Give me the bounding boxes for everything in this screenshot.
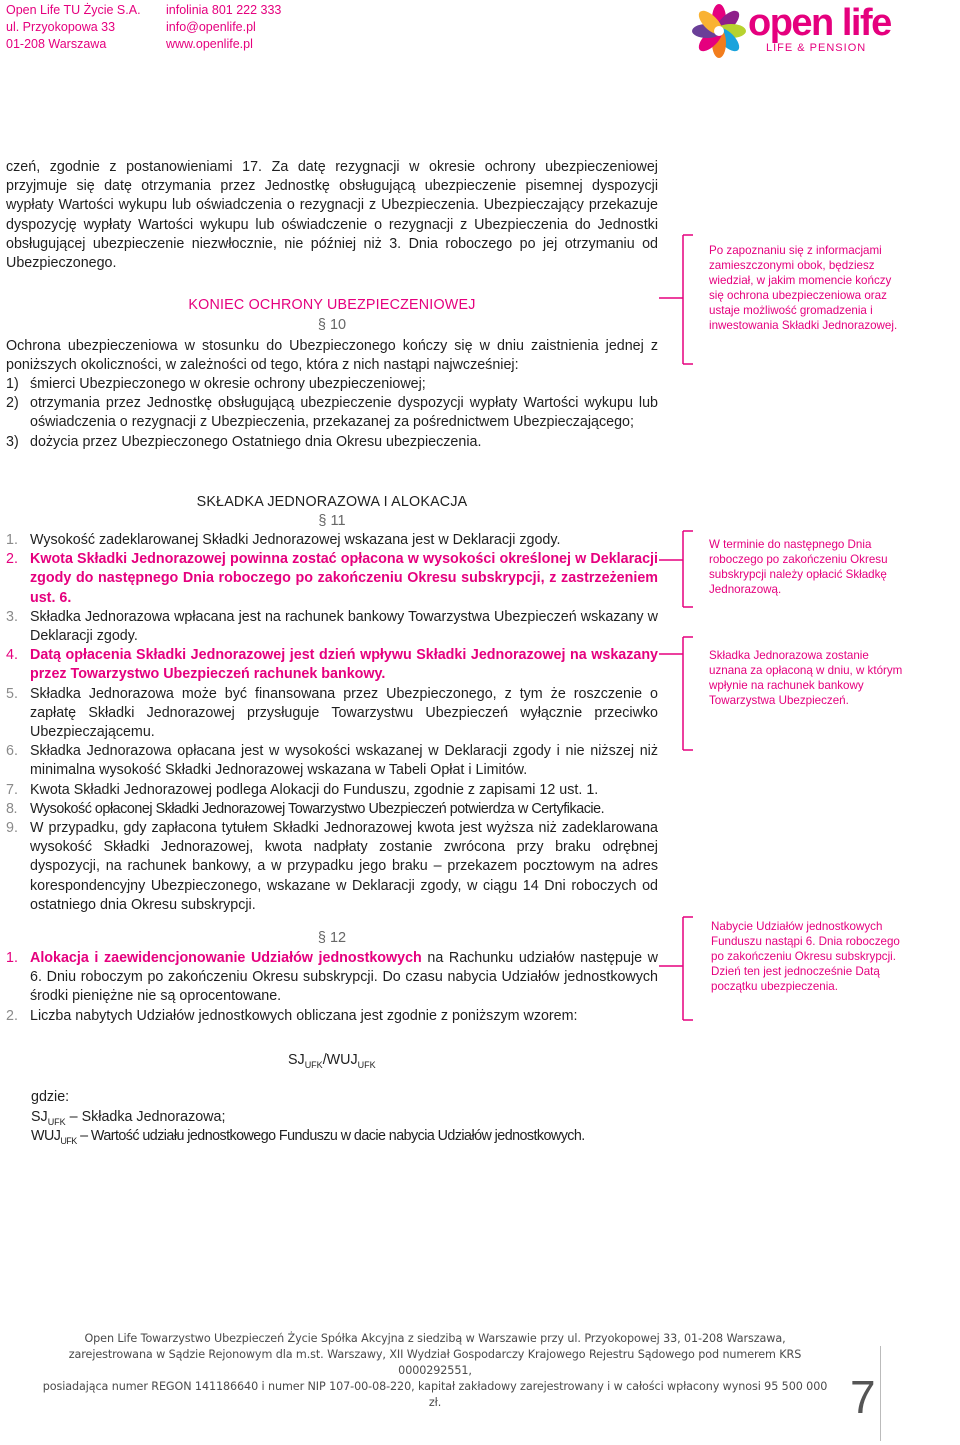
list-item <box>6 531 658 550</box>
item-number: 6. <box>6 743 18 760</box>
formula-sj: SJ <box>288 1052 305 1068</box>
company-address <box>6 2 141 53</box>
footer-line: Open Life Towarzystwo Ubezpieczeń Życie Spółka Akcyjna z siedzibą w Warszawie przy ul. Przyokopowej 33, 01-208 Warszawa, <box>84 1332 786 1345</box>
note-payment-deadline: W terminie do następnego Dnia roboczego po zakończeniu Okresu subskrypcji należy opłacić Składkę Jednorazową. <box>709 538 888 596</box>
item-text: Wysokość zadeklarowanej Składki Jednorazowej wskazana jest w Deklaracji zgody. <box>30 532 561 548</box>
page-number: 7 <box>850 1371 876 1423</box>
section-10-intro: Ochrona ubezpieczeniowa w stosunku do Ubezpieczonego kończy się w dniu zaistnienia jednej z poniższych okoliczności, w zależności od tego, która z nich nastąpi najwcześniej: <box>6 338 658 374</box>
item-number: 2. <box>6 1007 18 1024</box>
list-item <box>6 742 658 780</box>
list-item <box>6 949 658 1007</box>
item-text: otrzymania przez Jednostkę obsługującą ubezpieczenie dyspozycji wypłaty Wartości wykupu lub oświadczenia o rezygnacji z Ubezpieczenia, przekazanej za pośrednictwem Ubezpieczającego; <box>30 395 658 431</box>
item-text: na Rachunku udziałów następuje w 6. Dniu roboczym po zakończeniu Okresu subskrypcji. Do czasu nabycia Udziałów jednostkowych środki pieniężne nie są oprocentowane. <box>30 950 658 1005</box>
item-number: 2) <box>6 395 19 412</box>
list-item <box>6 646 658 684</box>
list-item <box>6 608 658 646</box>
footer-legal <box>40 1331 830 1411</box>
definition-sj <box>31 1108 225 1128</box>
item-number: 7. <box>6 781 18 798</box>
formula-wuj: /WUJ <box>322 1052 358 1068</box>
website-link[interactable]: www.openlife.pl <box>166 37 253 51</box>
note-payment-date: Składka Jednorazowa zostanie uznana za opłaconą w dniu, w którym wpłynie na rachunek bankowy Towarzystwa Ubezpieczeń. <box>709 649 903 707</box>
footer-divider <box>880 1346 881 1441</box>
item-text: Składka Jednorazowa może być finansowana przez Ubezpieczonego, z tym że roszczenie o zapłatę Składki Jednorazowej przysługuje Towarzystwu Ubezpieczeń wyłącznie przeciwko Ubezpieczającemu. <box>30 685 658 741</box>
flower-icon <box>690 2 748 60</box>
list-item <box>6 433 658 452</box>
open-life-logo <box>690 2 891 62</box>
note-bracket <box>655 530 695 752</box>
definition-sub: UFK <box>60 1136 77 1146</box>
section-12-list <box>6 949 658 1026</box>
item-text: W przypadku, gdy zapłacona tytułem Składki Jednorazowej kwota jest wyższa niż zadeklarowana wysokość Składki Jednorazowej, kwota nadpłaty zostanie zwrócona przy braku odrębnej dyspozycji, na rachunek bankowy, a w przypadku jego braku – przekazem pocztowym na adres korespondencyjny Ubezpieczonego, wskazane w Deklaracji zgody, w ciągu 14 Dni roboczych od ostatniego dnia Okresu subskrypcji. <box>30 820 658 913</box>
company-name: Open Life TU Życie S.A. <box>6 3 141 17</box>
item-text: Składka Jednorazowa opłacana jest w wysokości wskazanej w Deklaracji zgody i nie niższej niż minimalna wysokość Składki Jednorazowej wskazana w Tabeli Opłat i Limitów. <box>30 743 658 779</box>
item-number: 3. <box>6 608 18 625</box>
company-street: ul. Przyokopowa 33 <box>6 20 116 34</box>
item-text: Liczba nabytych Udziałów jednostkowych obliczana jest zgodnie z poniższym wzorem: <box>30 1007 578 1024</box>
item-number: 5. <box>6 685 18 702</box>
item-number: 1. <box>6 950 18 966</box>
footer-line: posiadająca numer REGON 141186640 i numer NIP 107-00-08-220, kapitał zakładowy zarejestrowany i w całości wpłacony wynosi 95 500 000 zł. <box>42 1380 828 1409</box>
list-item <box>6 781 658 800</box>
section-11-number: § 11 <box>318 513 346 529</box>
definition-sub: UFK <box>47 1117 66 1127</box>
note-bracket <box>655 916 695 1022</box>
list-item <box>6 375 658 394</box>
item-number: 1. <box>6 532 18 548</box>
formula-sub: UFK <box>304 1060 323 1070</box>
list-item <box>6 819 658 915</box>
intro-paragraph: czeń, zgodnie z postanowieniami 17. Za datę rezygnacji w okresie ochrony ubezpieczeniowej przyjmuje się datę otrzymania przez Jednostkę obsługującą ubezpieczenie pisemnej dyspozycji wypłaty Wartości wykupu lub oświadczenia o rezygnacji z Ubezpieczenia. Ubezpieczający przekazuje dyspozycję wypłaty Wartości wykupu lub oświadczenie o rezygnacji z Ubezpieczenia do Jednostki obsługującej ubezpieczenie niezwłocznie, nie później niż 3. Dnia roboczego po jej otrzymaniu od Ubezpieczonego. <box>6 159 658 272</box>
definition-text: – Składka Jednorazowa; <box>65 1109 226 1125</box>
list-item <box>6 800 658 819</box>
list-item <box>6 1007 658 1026</box>
item-text: śmierci Ubezpieczonego w okresie ochrony ubezpieczeniowej; <box>30 376 426 392</box>
note-end-of-coverage: Po zapoznaniu się z informacjami zamieszczonymi obok, będziesz wiedział, w jakim momencie kończy się ochrona ubezpieczeniowa oraz ustaje możliwość gromadzenia i inwestowania Składki Jednorazowej. <box>709 244 898 332</box>
list-item <box>6 394 658 432</box>
list-item <box>6 550 658 608</box>
definition-text: – Wartość udziału jednostkowego Funduszu w dacie nabycia Udziałów jednostkowych. <box>76 1128 585 1144</box>
item-text: dożycia przez Ubezpieczonego Ostatniego dnia Okresu ubezpieczenia. <box>30 433 482 450</box>
logo-wordmark: open life <box>748 2 891 44</box>
definition-wuj <box>31 1127 585 1147</box>
definition-term: WUJ <box>31 1128 61 1144</box>
logo-tagline: LIFE & PENSION <box>766 42 867 54</box>
email-link[interactable]: info@openlife.pl <box>166 20 256 34</box>
section-11-title: SKŁADKA JEDNORAZOWA I ALOKACJA <box>196 494 468 510</box>
formula-sub: UFK <box>357 1060 376 1070</box>
section-10-number: § 10 <box>317 317 347 333</box>
item-text: Kwota Składki Jednorazowej podlega Alokacji do Funduszu, zgodnie z zapisami 12 ust. 1. <box>30 781 599 798</box>
item-number: 4. <box>6 647 18 664</box>
section-10-list <box>6 375 658 452</box>
item-text: Datą opłacenia Składki Jednorazowej jest dzień wpływu Składki Jednorazowej na wskazany przez Towarzystwo Ubezpieczeń rachunek bankowy. <box>30 647 658 683</box>
hotline: infolinia 801 222 333 <box>166 3 282 17</box>
section-11-list <box>6 531 658 915</box>
item-number: 3) <box>6 433 19 450</box>
item-text: Składka Jednorazowa wpłacana jest na rachunek bankowy Towarzystwa Ubezpieczeń wskazany w Deklaracji zgody. <box>30 608 658 645</box>
item-text: Kwota Składki Jednorazowej powinna zostać opłacona w wysokości określonej w Deklaracji zgody do następnego Dnia roboczego po zakończeniu Okresu subskrypcji, z zastrzeżeniem ust. 6. <box>30 551 658 606</box>
section-12-number: § 12 <box>317 930 347 946</box>
where-label: gdzie: <box>31 1089 70 1105</box>
company-contact <box>166 2 281 53</box>
item-number: 8. <box>6 800 18 817</box>
formula <box>288 1051 376 1071</box>
item-number: 2. <box>6 551 18 568</box>
company-city: 01-208 Warszawa <box>6 37 107 51</box>
item-text: Wysokość opłaconej Składki Jednorazowej Towarzystwo Ubezpieczeń potwierdza w Certyfikacie. <box>30 800 605 817</box>
list-item <box>6 685 658 743</box>
note-unit-acquisition: Nabycie Udziałów jednostkowych Funduszu nastąpi 6. Dnia roboczego po zakończeniu Okresu subskrypcji. Dzień ten jest jednocześnie Datą początku ubezpieczenia. <box>711 920 900 993</box>
footer-line: zarejestrowana w Sądzie Rejonowym dla m.st. Warszawy, XII Wydział Gospodarczy Krajowego Rejestru Sądowego pod numerem KRS 0000292551, <box>68 1348 802 1377</box>
note-bracket <box>655 234 695 366</box>
item-number: 9. <box>6 820 18 837</box>
section-10-title: KONIEC OCHRONY UBEZPIECZENIOWEJ <box>188 297 476 313</box>
item-number: 1) <box>6 376 19 392</box>
item-highlight: Alokacja i zaewidencjonowanie Udziałów jednostkowych <box>30 950 422 966</box>
definition-term: SJ <box>31 1109 48 1125</box>
